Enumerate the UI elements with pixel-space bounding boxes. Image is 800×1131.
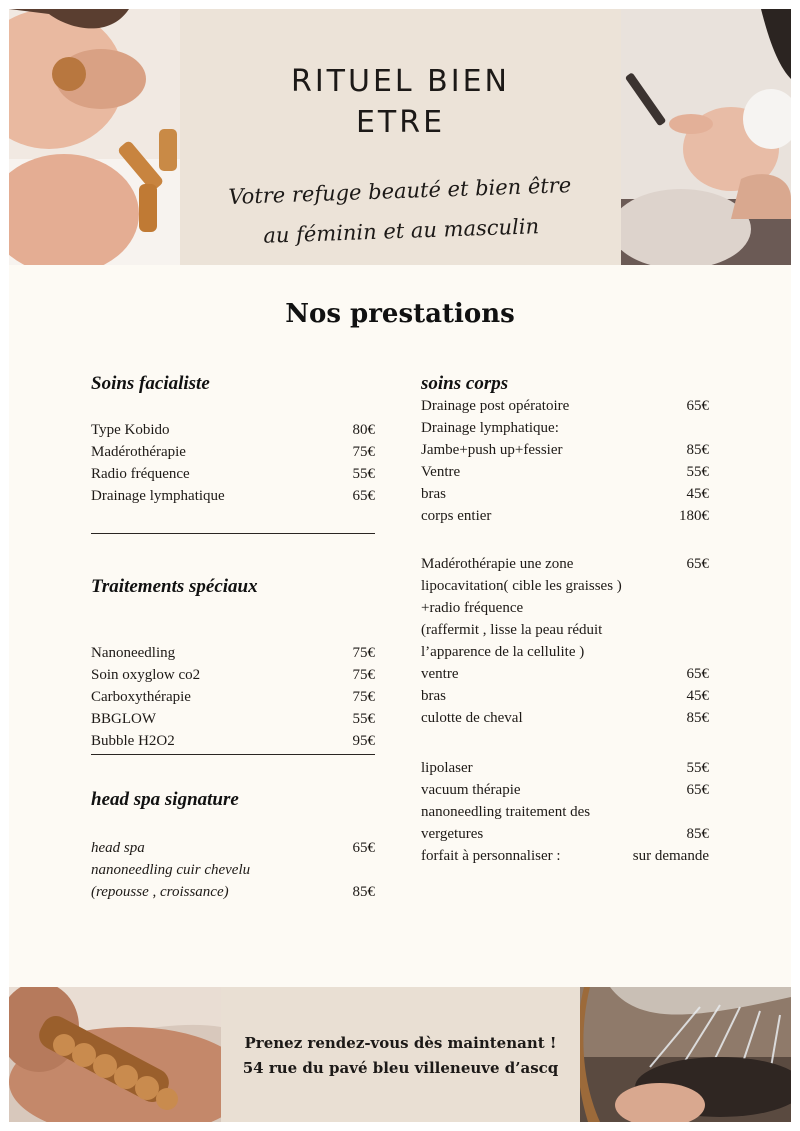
list-item xyxy=(91,881,375,903)
item-name: Drainage lymphatique: xyxy=(421,420,559,436)
item-name: l’apparence de la cellulite ) xyxy=(421,644,585,660)
item-price: 65€ xyxy=(686,666,709,682)
list-item xyxy=(91,463,375,485)
left-column xyxy=(91,373,375,903)
facial-list xyxy=(91,419,375,507)
item-name: nanoneedling traitement des xyxy=(421,804,591,820)
head-spa-photo xyxy=(580,987,791,1122)
item-price: 65€ xyxy=(686,556,709,572)
divider xyxy=(91,533,375,534)
item-price: sur demande xyxy=(632,848,709,864)
headspa-list xyxy=(91,837,375,903)
list-item xyxy=(91,419,375,441)
list-item xyxy=(91,642,375,664)
item-name: Bubble H2O2 xyxy=(91,733,175,749)
item-name: vergetures xyxy=(421,826,484,842)
item-name: Madérothérapie une zone xyxy=(421,556,574,572)
list-item xyxy=(421,757,709,779)
list-item xyxy=(91,730,375,752)
section-title-facial: Soins facialiste xyxy=(91,373,210,394)
list-item xyxy=(91,686,375,708)
item-name: ventre xyxy=(421,666,459,682)
list-item xyxy=(421,663,709,685)
brand-line-2: ETRE xyxy=(355,105,446,140)
price-list-page xyxy=(9,9,791,1122)
item-name: Drainage post opératoire xyxy=(421,398,570,414)
item-price: 75€ xyxy=(352,689,375,705)
item-name: Soin oxyglow co2 xyxy=(91,667,201,683)
item-price: 95€ xyxy=(352,733,375,749)
special-list xyxy=(91,642,375,752)
item-name: +radio fréquence xyxy=(421,600,524,616)
address: 54 rue du pavé bleu villeneuve d’ascq xyxy=(242,1059,559,1077)
list-item xyxy=(91,485,375,507)
item-name: BBGLOW xyxy=(91,711,156,727)
list-item xyxy=(91,859,375,881)
list-item xyxy=(421,417,709,439)
cta-line-1: Prenez rendez-vous dès maintenant ! xyxy=(244,1034,557,1052)
item-price: 75€ xyxy=(352,645,375,661)
list-item xyxy=(421,801,709,823)
item-name: vacuum thérapie xyxy=(421,782,521,798)
item-price: 180€ xyxy=(679,508,709,524)
item-price: 65€ xyxy=(352,488,375,504)
body-list xyxy=(421,395,709,527)
brand-name xyxy=(180,61,621,143)
divider xyxy=(91,754,375,755)
item-price: 85€ xyxy=(686,442,709,458)
item-name: bras xyxy=(421,486,446,502)
header-banner xyxy=(9,9,791,265)
item-name: Type Kobido xyxy=(91,422,170,438)
tagline-line-1: Votre refuge beauté et bien être xyxy=(228,173,572,209)
tagline-line-2: au féminin et au masculin xyxy=(263,214,540,248)
item-name: Jambe+push up+fessier xyxy=(421,442,563,458)
item-price: 45€ xyxy=(686,486,709,502)
item-name: head spa xyxy=(91,840,145,856)
brand-line-1: RITUEL BIEN xyxy=(290,64,510,99)
list-item xyxy=(421,685,709,707)
face-massage-photo xyxy=(9,9,180,265)
tagline xyxy=(179,163,623,258)
item-name: (repousse , croissance) xyxy=(91,884,229,900)
item-name: culotte de cheval xyxy=(421,710,523,726)
list-item xyxy=(421,483,709,505)
item-price: 65€ xyxy=(352,840,375,856)
footer-banner xyxy=(9,987,791,1122)
item-price: 85€ xyxy=(686,710,709,726)
item-name: lipocavitation( cible les graisses ) xyxy=(421,578,622,594)
list-item xyxy=(421,823,709,845)
item-name: Drainage lymphatique xyxy=(91,488,225,504)
item-price: 85€ xyxy=(686,826,709,842)
section-title-headspa: head spa signature xyxy=(91,789,239,810)
section-title-special: Traitements spéciaux xyxy=(91,576,258,597)
item-price: 45€ xyxy=(686,688,709,704)
list-item xyxy=(421,439,709,461)
item-name: Ventre xyxy=(421,464,461,480)
list-item xyxy=(421,845,709,867)
wooden-roller-photo xyxy=(9,987,221,1122)
item-name: corps entier xyxy=(421,508,492,524)
item-name: Radio fréquence xyxy=(91,466,190,482)
page-title: Nos prestations xyxy=(285,299,515,329)
list-item xyxy=(91,441,375,463)
list-item xyxy=(421,619,709,641)
lipo-list xyxy=(421,757,709,867)
item-name: forfait à personnaliser : xyxy=(421,848,561,864)
item-price: 65€ xyxy=(686,398,709,414)
list-item xyxy=(421,461,709,483)
item-name: Madérothérapie xyxy=(91,444,186,460)
list-item xyxy=(421,707,709,729)
list-item xyxy=(421,395,709,417)
item-price: 75€ xyxy=(352,444,375,460)
item-name: Nanoneedling xyxy=(91,645,176,661)
section-title-body: soins corps xyxy=(421,373,509,394)
call-to-action xyxy=(221,1031,580,1081)
list-item xyxy=(91,837,375,859)
item-price: 65€ xyxy=(686,782,709,798)
item-name: Carboxythérapie xyxy=(91,689,191,705)
item-price: 75€ xyxy=(352,667,375,683)
item-name: (raffermit , lisse la peau réduit xyxy=(421,622,603,638)
right-column xyxy=(421,373,709,867)
list-item xyxy=(421,597,709,619)
item-name: nanoneedling cuir chevelu xyxy=(91,862,251,878)
list-item xyxy=(421,575,709,597)
item-price: 85€ xyxy=(352,884,375,900)
item-name: bras xyxy=(421,688,446,704)
madero-list xyxy=(421,553,709,729)
list-item xyxy=(91,708,375,730)
facial-device-photo xyxy=(621,9,791,265)
item-price: 55€ xyxy=(352,466,375,482)
item-price: 80€ xyxy=(352,422,375,438)
item-price: 55€ xyxy=(352,711,375,727)
list-item xyxy=(421,641,709,663)
list-item xyxy=(421,505,709,527)
item-price: 55€ xyxy=(686,760,709,776)
list-item xyxy=(421,779,709,801)
item-price: 55€ xyxy=(686,464,709,480)
list-item xyxy=(421,553,709,575)
item-name: lipolaser xyxy=(421,760,473,776)
list-item xyxy=(91,664,375,686)
